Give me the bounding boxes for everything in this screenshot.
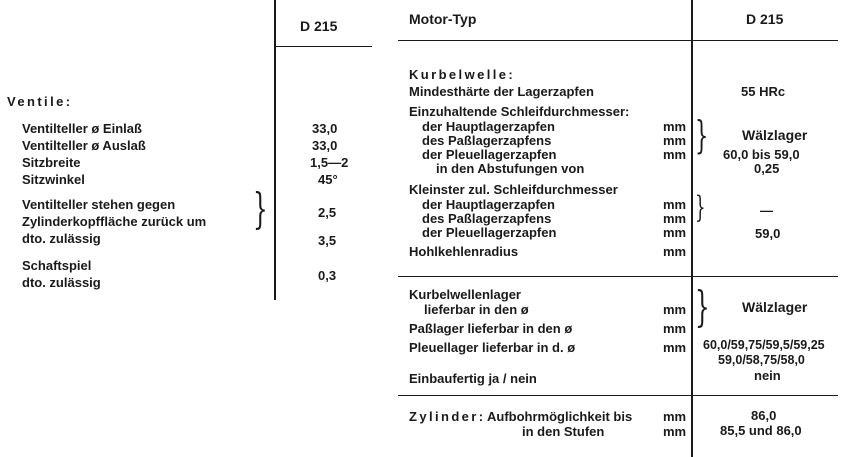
unit-kleinster-passlager: mm [663,211,687,226]
value-schleif-abstufung: 0,25 [754,161,780,176]
section-zylinder: Zylinder: [409,409,486,424]
value-schleif-pleuel: 60,0 bis 59,0 [723,147,800,162]
value-aufbohr: 86,0 [751,408,777,423]
value-pleuellager-1: 60,0/59,75/59,5/59,25 [703,338,825,352]
label-stufen: in den Stufen [522,424,605,439]
label-kleinster-pleuellager: der Pleuellagerzapfen [422,225,557,240]
label-mindesthaerte: Mindesthärte der Lagerzapfen [409,84,594,99]
left-header-type: D 215 [300,18,338,34]
row-label-dto-zulaessig-2: dto. zulässig [22,275,101,290]
row-label-schaftspiel: Schaftspiel [22,258,92,273]
label-kleinster: Kleinster zul. Schleifdurchmesser [409,182,618,197]
label-schleif-pleuellager: der Pleuellagerzapfen [422,147,557,162]
brace-kleinster: } [695,190,706,225]
brace-left: } [253,184,268,233]
label-kleinster-passlager: des Paßlagerzapfens [422,211,552,226]
value-kleinster-pleuel: 59,0 [755,226,781,241]
row-label-einlass: Ventilteller ø Einlaß [22,121,142,136]
label-passlager: Paßlager lieferbar in den ø [409,321,573,336]
rule-after-kurbelwelle [398,276,838,277]
right-divider-line [691,0,693,457]
value-kleinster-dash: — [760,203,773,218]
value-sitzwinkel: 45° [318,172,338,187]
value-einbaufertig: nein [754,368,781,383]
value-sitzbreite: 1,5—2 [310,155,349,170]
unit-kleinster-pleuellager: mm [663,225,687,240]
brace-schleif: } [695,113,709,157]
left-header-rule [276,46,372,47]
label-schleif-abstufungen: in den Abstufungen von [436,161,585,176]
row-label-zylinderkopf: Zylinderkopffläche zurück um [22,214,207,229]
value-mindesthaerte: 55 HRc [741,84,786,99]
section-kurbelwelle: Kurbelwelle: [409,67,516,82]
unit-schleif-passlager: mm [663,133,687,148]
value-ventilteller-stehen: 2,5 [318,205,337,220]
row-label-dto-zulaessig-1: dto. zulässig [22,231,101,246]
row-label-ventilteller-stehen: Ventilteller stehen gegen [22,197,176,212]
label-hohlkehlenradius: Hohlkehlenradius [409,244,519,259]
unit-hohlkehlenradius: mm [663,244,687,259]
value-schaftspiel: 0,3 [318,268,337,283]
value-stufen: 85,5 und 86,0 [720,423,802,438]
label-kurbelwellenlager: Kurbelwellenlager [409,287,521,302]
unit-kleinster-hauptlager: mm [663,197,687,212]
section-ventile: Ventile: [7,94,73,109]
row-label-auslass: Ventilteller ø Auslaß [22,138,146,153]
value-dto-zulaessig-1: 3,5 [318,233,337,248]
label-kurbelwellenlager-lieferbar: lieferbar in den ø [424,302,529,317]
label-einbaufertig: Einbaufertig ja / nein [409,371,537,386]
value-schleif-waelzlager: Wälzlager [742,127,808,143]
row-label-sitzbreite: Sitzbreite [22,155,81,170]
label-schleifdurchmesser: Einzuhaltende Schleifdurchmesser: [409,104,630,119]
unit-stufen: mm [663,424,687,439]
rule-before-zylinder [398,395,838,396]
label-schleif-hauptlager: der Hauptlagerzapfen [422,119,555,134]
value-pleuellager-2: 59,0/58,75/58,0 [718,353,805,367]
unit-schleif-hauptlager: mm [663,119,687,134]
unit-kurbelwellenlager: mm [663,302,687,317]
unit-passlager: mm [663,321,687,336]
value-einlass: 33,0 [312,121,338,136]
label-schleif-passlager: des Paßlagerzapfens [422,133,552,148]
value-auslass: 33,0 [312,138,338,153]
unit-pleuellager: mm [663,340,687,355]
label-pleuellager: Pleuellager lieferbar in d. ø [409,340,576,355]
brace-lager: } [695,282,710,331]
unit-schleif-pleuellager: mm [663,147,687,162]
value-lager-waelzlager: Wälzlager [742,299,808,315]
header-motor-typ: Motor-Typ [409,11,477,27]
left-divider-line [274,0,276,300]
header-type-right: D 215 [746,11,784,27]
right-header-rule [398,40,838,41]
label-kleinster-hauptlager: der Hauptlagerzapfen [422,197,555,212]
row-label-sitzwinkel: Sitzwinkel [22,172,85,187]
unit-aufbohr: mm [663,409,687,424]
label-aufbohr: Aufbohrmöglichkeit bis [487,409,633,424]
